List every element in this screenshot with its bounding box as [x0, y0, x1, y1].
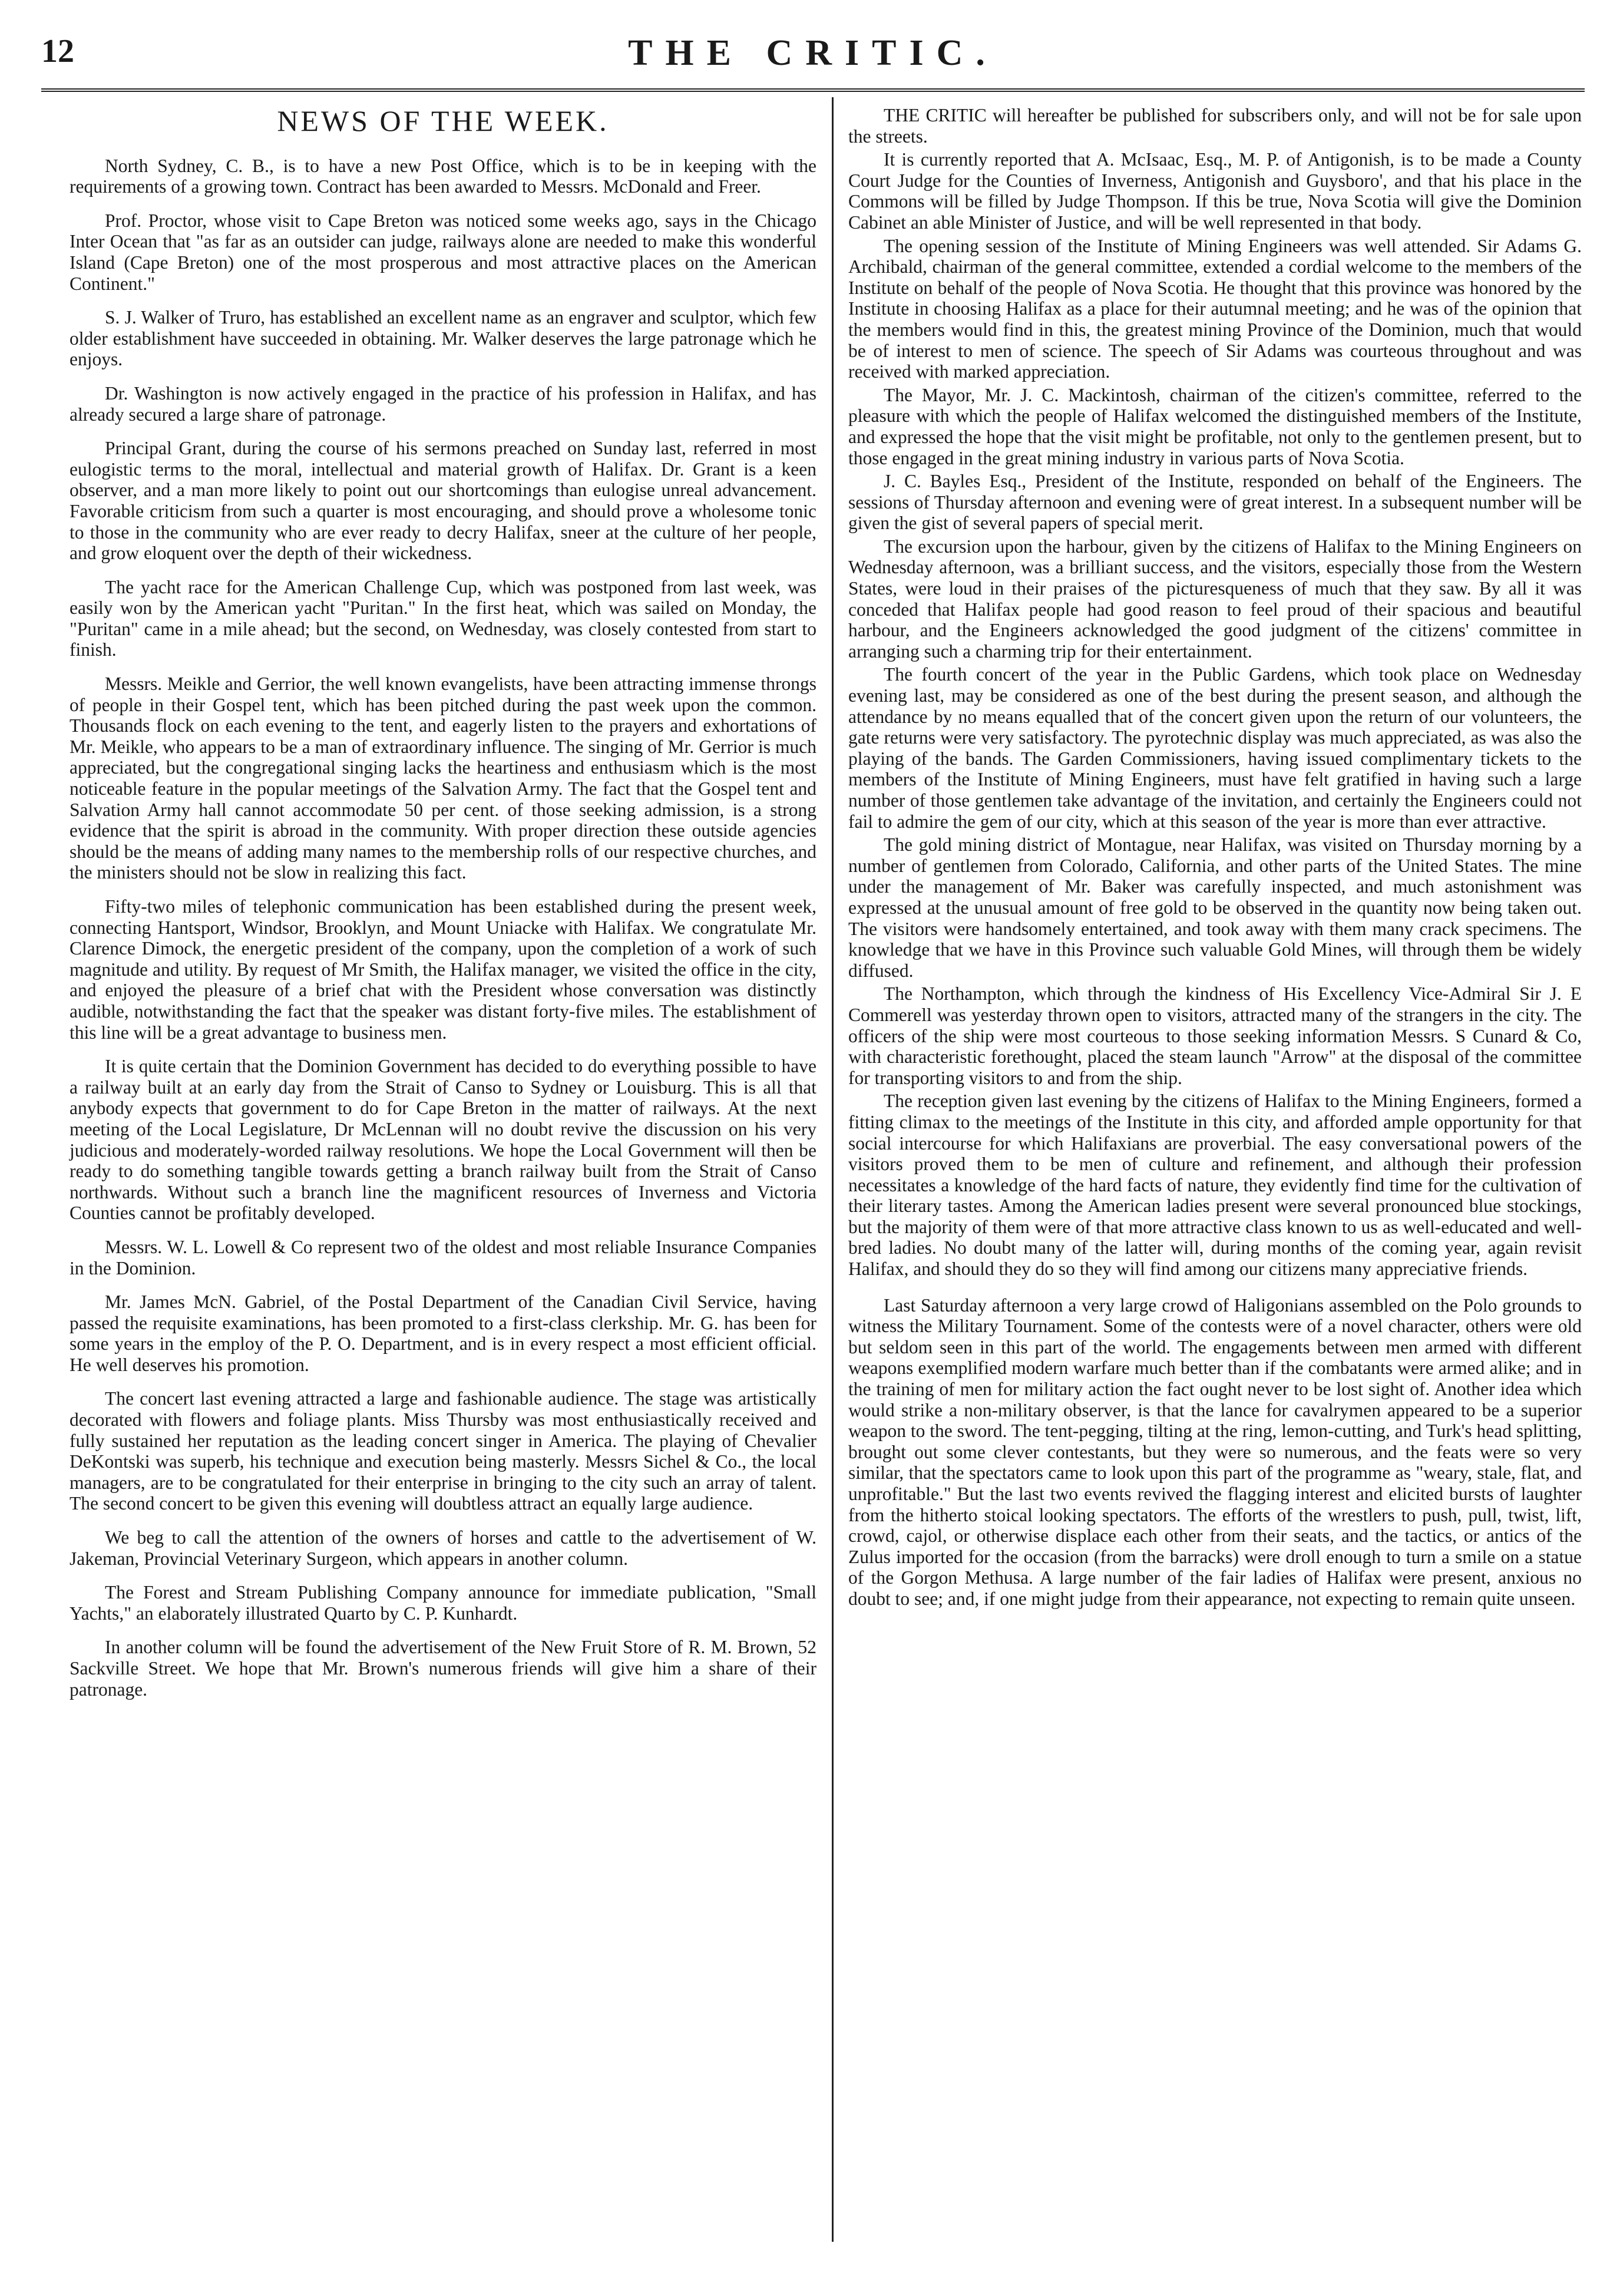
- page-number: 12: [41, 33, 74, 70]
- news-item: The yacht race for the American Challenge Cup, which was postponed from last week, was easily won by the American yacht "Puritan." In the first heat, which was sailed on Monday, the "Puritan" came in a mile ahead; but the second, on Wednesday, was closely contested from start to finish.: [70, 576, 816, 660]
- news-item: The Mayor, Mr. J. C. Mackintosh, chairman of the citizen's committee, referred to the pleasure with which the people of Halifax welcomed the distinguished members of the Institute, and expressed the hope that the visit might be profitable, not only to the gentlemen present, but to those engaged in the great mining industry in various parts of Nova Scotia.: [848, 384, 1582, 468]
- news-item: The Forest and Stream Publishing Company announce for immediate publication, "Small Yachts," an elaborately illustrated Quarto by C. P. Kunhardt.: [70, 1582, 816, 1624]
- page-header: [41, 32, 1585, 80]
- news-item: THE CRITIC will hereafter be published for subscribers only, and will not be for sale upon the streets.: [848, 105, 1582, 147]
- news-item: Fifty-two miles of telephonic communication has been established during the present week, connecting Hantsport, Windsor, Brooklyn, and Mount Uniacke with Halifax. We congratulate Mr. Clarence Dimock, the energetic president of the company, upon the completion of a work of such magnitude and utility. By request of Mr Smith, the Halifax manager, we visited the office in the city, and enjoyed the pleasure of a brief chat with the President whose conversation was distinctly audible, notwithstanding the fact that the speaker was distant forty-five miles. The establishment of this line will be a great advantage to business men.: [70, 896, 816, 1043]
- news-item: It is quite certain that the Dominion Government has decided to do everything possible to have a railway built at an early day from the Strait of Canso to Sydney or Louisburg. This is all that anybody expects that government to do for Cape Breton in the matter of railways. At the next meeting of the Local Legislature, Dr McLennan will no doubt revive the discussion on his very judicious and moderately-worded railway resolutions. We hope the Local Government will then be ready to do something tangible towards getting a branch railway built from the Strait of Canso northwards. Without such a branch line the magnificent resources of Inverness and Victoria Counties cannot be profitably developed.: [70, 1056, 816, 1224]
- news-item: Last Saturday afternoon a very large crowd of Haligonians assembled on the Polo grounds to witness the Military Tournament. Some of the contests were of a novel character, others were old but seldom seen in this part of the world. The engagements between men armed with different weapons exemplified modern warfare much better than if the combatants were armed alike; and in the training of men for military action the fact ought never to be lost sight of. Another idea which would strike a non-military observer, is that the lance for cavalrymen appeared to be a superior weapon to the sword. The tent-pegging, tilting at the ring, lemon-cutting, and Turk's head splitting, brought out some clever contestants, but they were so numerous, and the feats were so very similar, that the spectators came to look upon this part of the programme as "weary, stale, flat, and unprofitable." But the last two events revived the flagging interest and elicited bursts of laughter from the hitherto stoical looking spectators. The efforts of the wrestlers to push, pull, twist, lift, crowd, cajol, or otherwise displace each other from their seats, and the tactics, or antics of the Zulus imported for the occasion (from the barracks) were droll enough to turn a smile on a statue of the Gorgon Methusa. A large number of the fair ladies of Halifax were present, anxious no doubt to see; and, if one might judge from their appearance, not expecting to remain quite unseen.: [848, 1294, 1582, 1609]
- news-item: In another column will be found the advertisement of the New Fruit Store of R. M. Brown, 52 Sackville Street. We hope that Mr. Brown's numerous friends will give him a share of their patronage.: [70, 1637, 816, 1700]
- news-item: The fourth concert of the year in the Public Gardens, which took place on Wednesday evening last, may be considered as one of the best during the present season, and although the attendance by no means equalled that of the concert given upon the return of our volunteers, the gate returns were very satisfactory. The pyrotechnic display was much appreciated, as was also the playing of the bands. The Garden Commissioners, having issued complimentary tickets to the members of the Institute of Mining Engineers, must have felt gratified in having such a large number of those gentlemen take advantage of the invitation, and certainly the Engineers could not fail to admire the gem of our city, which at this season of the year is more than ever attractive.: [848, 664, 1582, 832]
- news-item: It is currently reported that A. McIsaac, Esq., M. P. of Antigonish, is to be made a County Court Judge for the Counties of Inverness, Antigonish and Guysboro', and that his place in the Commons will be filled by Judge Thompson. If this be true, Nova Scotia will give the Dominion Cabinet an able Minister of Justice, and will be well represented in that body.: [848, 149, 1582, 233]
- news-item: The gold mining district of Montague, near Halifax, was visited on Thursday morning by a number of gentlemen from Colorado, California, and other parts of the United States. The mine under the management of Mr. Baker was carefully inspected, and much astonishment was expressed at the unusual amount of free gold to be observed in the quantity now being taken out. The visitors were handsomely entertained, and took away with them many crack specimens. The knowledge that we have in this Province such valuable Gold Mines, will through them be widely diffused.: [848, 834, 1582, 981]
- news-item: Messrs. Meikle and Gerrior, the well known evangelists, have been attracting immense throngs of people in their Gospel tent, which has been pitched during the past week upon the common. Thousands flock on each evening to the tent, and eagerly listen to the prayers and exhortations of Mr. Meikle, who appears to be a man of extraordinary influence. The singing of Mr. Gerrior is much appreciated, but the congregational singing lacks the heartiness and enthusiasm which is the most noticeable feature in the popular meetings of the Salvation Army. The fact that the Gospel tent and Salvation Army hall cannot accommodate 50 per cent. of those seeking admission, is a strong evidence that the spirit is abroad in the community. With proper direction these outside agencies should be the means of adding many names to the membership rolls of our respective churches, and the ministers should not be slow in realizing this fact.: [70, 673, 816, 883]
- right-column: [848, 105, 1582, 1612]
- news-item: The Northampton, which through the kindness of His Excellency Vice-Admiral Sir J. E Commerell was yesterday thrown open to visitors, attracted many of the strangers in the city. The officers of the ship were most courteous to those seeking information Messrs. S Cunard & Co, with characteristic forethought, placed the steam launch "Arrow" at the disposal of the committee for transporting visitors to and from the ship.: [848, 983, 1582, 1088]
- masthead-title: THE CRITIC.: [628, 33, 998, 73]
- news-item: We beg to call the attention of the owners of horses and cattle to the advertisement of W. Jakeman, Provincial Veterinary Surgeon, which appears in another column.: [70, 1527, 816, 1569]
- news-item: North Sydney, C. B., is to have a new Post Office, which is to be in keeping with the requirements of a growing town. Contract has been awarded to Messrs. McDonald and Freer.: [70, 155, 816, 197]
- column-divider: [832, 97, 834, 2242]
- section-title: NEWS OF THE WEEK.: [277, 104, 609, 137]
- news-item: Mr. James McN. Gabriel, of the Postal Department of the Canadian Civil Service, having passed the requisite examinations, has been promoted to a first-class clerkship. Mr. G. has been for some years in the employ of the P. O. Department, and is in every respect a most efficient official. He well deserves his promotion.: [70, 1291, 816, 1375]
- news-item: The opening session of the Institute of Mining Engineers was well attended. Sir Adams G. Archibald, chairman of the general committee, extended a cordial welcome to the members of the Institute on behalf of the people of Nova Scotia. He thought that this province was honored by the Institute in choosing Halifax as a place for their autumnal meeting; and he was of the opinion that the members would find in this, the greatest mining Province of the Dominion, much that would be of interest to men of science. The speech of Sir Adams was courteous throughout and was received with marked appreciation.: [848, 235, 1582, 382]
- news-item: The reception given last evening by the citizens of Halifax to the Mining Engineers, formed a fitting climax to the meetings of the Institute in this city, and afforded ample opportunity for that social intercourse for which Halifaxians are proverbial. The easy conversational powers of the visitors proved them to be men of culture and refinement, and although their profession necessitates a knowledge of the hard facts of nature, they evidently find time for the cultivation of their literary tastes. Among the American ladies present were several pronounced blue stockings, but the majority of them were of that more attractive class known to us as well-educated and well-bred ladies. No doubt many of the latter will, during months of the coming year, again revisit Halifax, and should they do so they will find among our citizens many appreciative friends.: [848, 1091, 1582, 1280]
- news-item: S. J. Walker of Truro, has established an excellent name as an engraver and sculptor, which few older establishment have succeeded in obtaining. Mr. Walker deserves the large patronage which he enjoys.: [70, 307, 816, 370]
- news-item: The concert last evening attracted a large and fashionable audience. The stage was artistically decorated with flowers and foliage plants. Miss Thursby was most enthusiastically received and fully sustained her reputation as the leading concert singer in America. The playing of Chevalier DeKontski was superb, his technique and execution being masterly. Messrs Sichel & Co., the local managers, are to be congratulated for their enterprise in bringing to the city such an array of talent. The second concert to be given this evening will doubtless attract an equally large audience.: [70, 1388, 816, 1514]
- news-item: Principal Grant, during the course of his sermons preached on Sunday last, referred in most eulogistic terms to the moral, intellectual and material growth of Halifax. Dr. Grant is a keen observer, and a man more likely to point out our shortcomings than eulogise unreal advancement. Favorable criticism from such a quarter is most encouraging, and should prove a wholesome tonic to those in the community who are ever ready to decry Halifax, sneer at the culture of her people, and grow eloquent over the depth of their wickedness.: [70, 438, 816, 564]
- news-item: The excursion upon the harbour, given by the citizens of Halifax to the Mining Engineers on Wednesday afternoon, was a brilliant success, and the visitors, especially those from the Western States, were loud in their praises of the picturesqueness of much that they saw. By all it was conceded that Halifax people had good reason to feel proud of their spacious and beautiful harbour, and the Engineers acknowledged the good judgment of the citizens' committee in arranging such a charming trip for their entertainment.: [848, 536, 1582, 662]
- header-rule: [41, 88, 1585, 92]
- news-item: Dr. Washington is now actively engaged in the practice of his profession in Halifax, and has already secured a large share of patronage.: [70, 382, 816, 425]
- left-column: [70, 105, 816, 1713]
- news-item: Prof. Proctor, whose visit to Cape Breton was noticed some weeks ago, says in the Chicago Inter Ocean that "as far as an outsider can judge, railways alone are needed to make this wonderful Island (Cape Breton) one of the most prosperous and most attractive places on the American Continent.": [70, 210, 816, 294]
- news-item: J. C. Bayles Esq., President of the Institute, responded on behalf of the Engineers. The sessions of Thursday afternoon and evening were of great interest. In a subsequent number will be given the gist of several papers of special merit.: [848, 471, 1582, 534]
- news-item: Messrs. W. L. Lowell & Co represent two of the oldest and most reliable Insurance Companies in the Dominion.: [70, 1236, 816, 1279]
